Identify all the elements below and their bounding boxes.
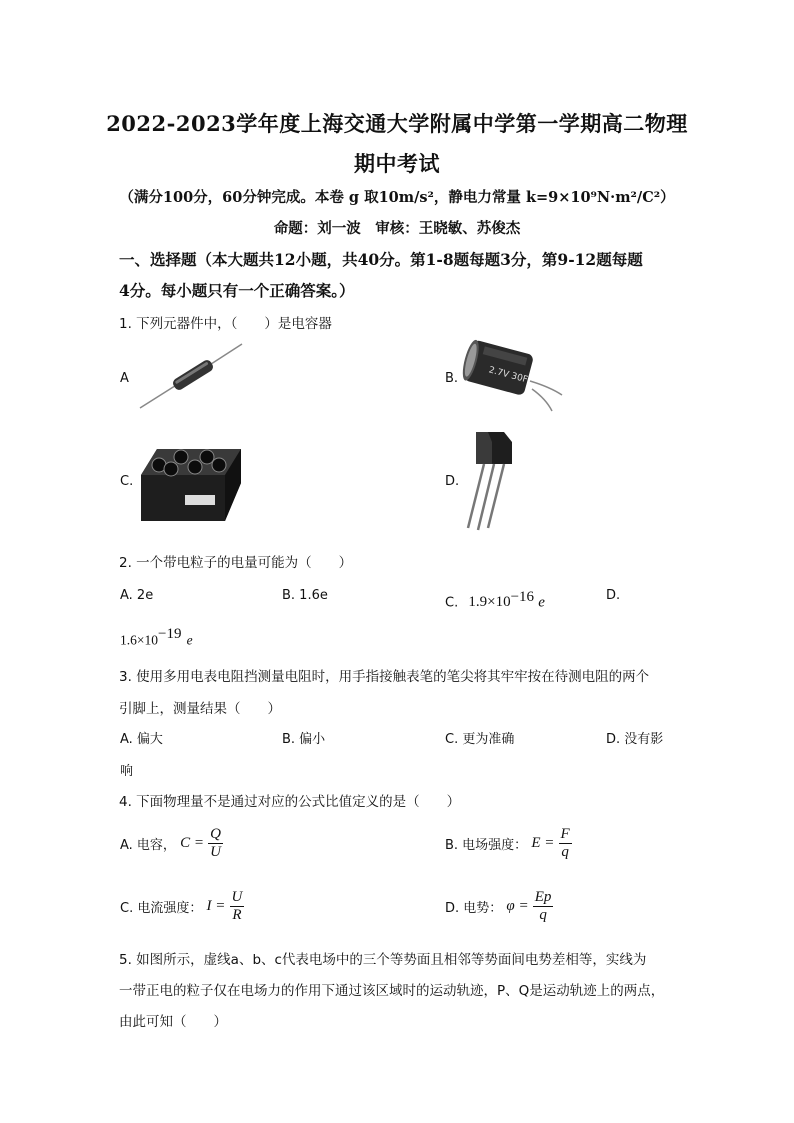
- q4-option-a: A. 电容， C = $\frac{Q}{U}$: [120, 826, 221, 860]
- q4-option-d-fraction: $\frac{Ep}{q}$: [534, 889, 552, 923]
- q4-option-d: D. 电势： φ = $\frac{Ep}{q}$: [445, 889, 552, 923]
- q2-option-c-exp: −16: [510, 589, 535, 605]
- q5-stem-line2: 一带正电的粒子仅在电场力的作用下通过该区域时的运动轨迹，P、Q是运动轨迹上的两点，: [119, 983, 665, 999]
- capacitor-image: [460, 337, 570, 417]
- resistor-image: [138, 340, 244, 410]
- q3-stem-line1: 3. 使用多用电表电阻挡测量电阻时，用手指接触表笔的笔尖将其牢牢按在待测电阻的两个: [119, 669, 650, 685]
- exam-title-line2: 期中考试: [354, 151, 440, 176]
- q1-option-c-label: C.: [120, 474, 134, 489]
- exam-authors: 命题：刘一波 审核：王晓敏、苏俊杰: [273, 220, 521, 237]
- exam-title-line1: 2022-2023学年度上海交通大学附属中学第一学期高二物理: [106, 111, 688, 136]
- q4-option-c: C. 电流强度： I = $\frac{U}{R}$: [120, 889, 243, 923]
- q3-option-d-cont: 响: [120, 764, 134, 779]
- q3-option-d: D. 没有影: [606, 732, 664, 747]
- q1-option-b-label: B.: [445, 371, 459, 386]
- q4-option-a-fraction: $\frac{Q}{U}$: [210, 826, 221, 860]
- q5-stem-line3: 由此可知（ ）: [119, 1014, 227, 1030]
- capacitor-label: 2.7V 30F: [487, 365, 529, 386]
- q3-option-b: B. 偏小: [282, 732, 326, 747]
- q2-option-d-label: D.: [606, 588, 621, 603]
- q3-option-a: A. 偏大: [120, 732, 163, 747]
- q1-stem: 1. 下列元器件中，（ ）是电容器: [119, 316, 332, 332]
- q2-option-b: B. 1.6e: [282, 588, 328, 603]
- q2-stem: 2. 一个带电粒子的电量可能为（ ）: [119, 555, 353, 571]
- q1-option-d-label: D.: [445, 474, 460, 489]
- section-heading-line1: 一、选择题（本大题共12小题，共40分。第1-8题每题3分，第9-12题每题: [119, 250, 643, 269]
- q2-option-c-unit: e: [538, 594, 545, 611]
- q3-stem-line2: 引脚上，测量结果（ ）: [119, 701, 281, 717]
- resistance-box-image: [137, 437, 245, 525]
- q4-option-c-fraction: $\frac{U}{R}$: [231, 889, 243, 923]
- q4-option-b-fraction: $\frac{F}{q}$: [560, 826, 570, 860]
- q2-option-c-value: 1.9×10: [468, 594, 511, 611]
- exam-note: （满分100分，60分钟完成。本卷 g 取10m/s²，静电力常量 k=9×10⁹N·m²/C²）: [119, 189, 675, 206]
- q2-option-a: A. 2e: [120, 588, 154, 603]
- q2-option-c-label: C.: [445, 595, 459, 611]
- q4-option-b: B. 电场强度： E = $\frac{F}{q}$: [445, 826, 570, 860]
- q3-option-c: C. 更为准确: [445, 732, 515, 747]
- q2-option-c: [445, 589, 545, 611]
- q5-stem-line1: 5. 如图所示，虚线a、b、c代表电场中的三个等势面且相邻等势面间电势差相等，实线为: [119, 952, 647, 968]
- transistor-image: [460, 428, 520, 533]
- q2-option-d-value: $1.6\times 10^{-19}$ e: [120, 626, 193, 648]
- q1-option-a-label: A: [120, 371, 129, 386]
- section-heading-line2: 4分。每小题只有一个正确答案。）: [119, 281, 355, 300]
- q4-stem: 4. 下面物理量不是通过对应的公式比值定义的是（ ）: [119, 794, 461, 810]
